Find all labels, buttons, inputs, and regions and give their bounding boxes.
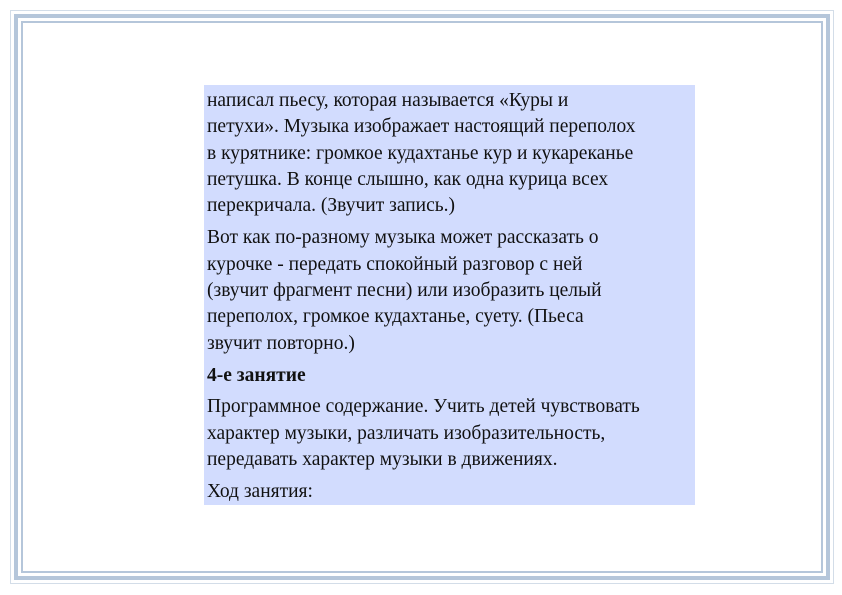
text-box xyxy=(204,85,695,505)
paragraph-chickens-piece: написал пьесу, которая называется «Куры и петухи». Музыка изображает настоящий переполох в курятнике: громкое кудахтанье кур и кукареканье петушка. В конце слышно, как одна курица всех перекричала. (Звучит запись.) xyxy=(207,90,636,217)
paragraph-program-content: Программное содержание. Учить детей чувствовать характер музыки, различать изобразительность, передавать характер музыки в движениях. xyxy=(207,396,640,470)
paragraph-music-tells: Вот как по-разному музыка может рассказать о курочке - передать спокойный разговор с ней (звучит фрагмент песни) или изобразить целый переполох, громкое кудахтанье, суету. (Пьеса звучит повторно.) xyxy=(207,227,602,354)
paragraph-lesson-course: Ход занятия: xyxy=(207,481,313,503)
lesson-heading: 4-е занятие xyxy=(207,364,306,386)
